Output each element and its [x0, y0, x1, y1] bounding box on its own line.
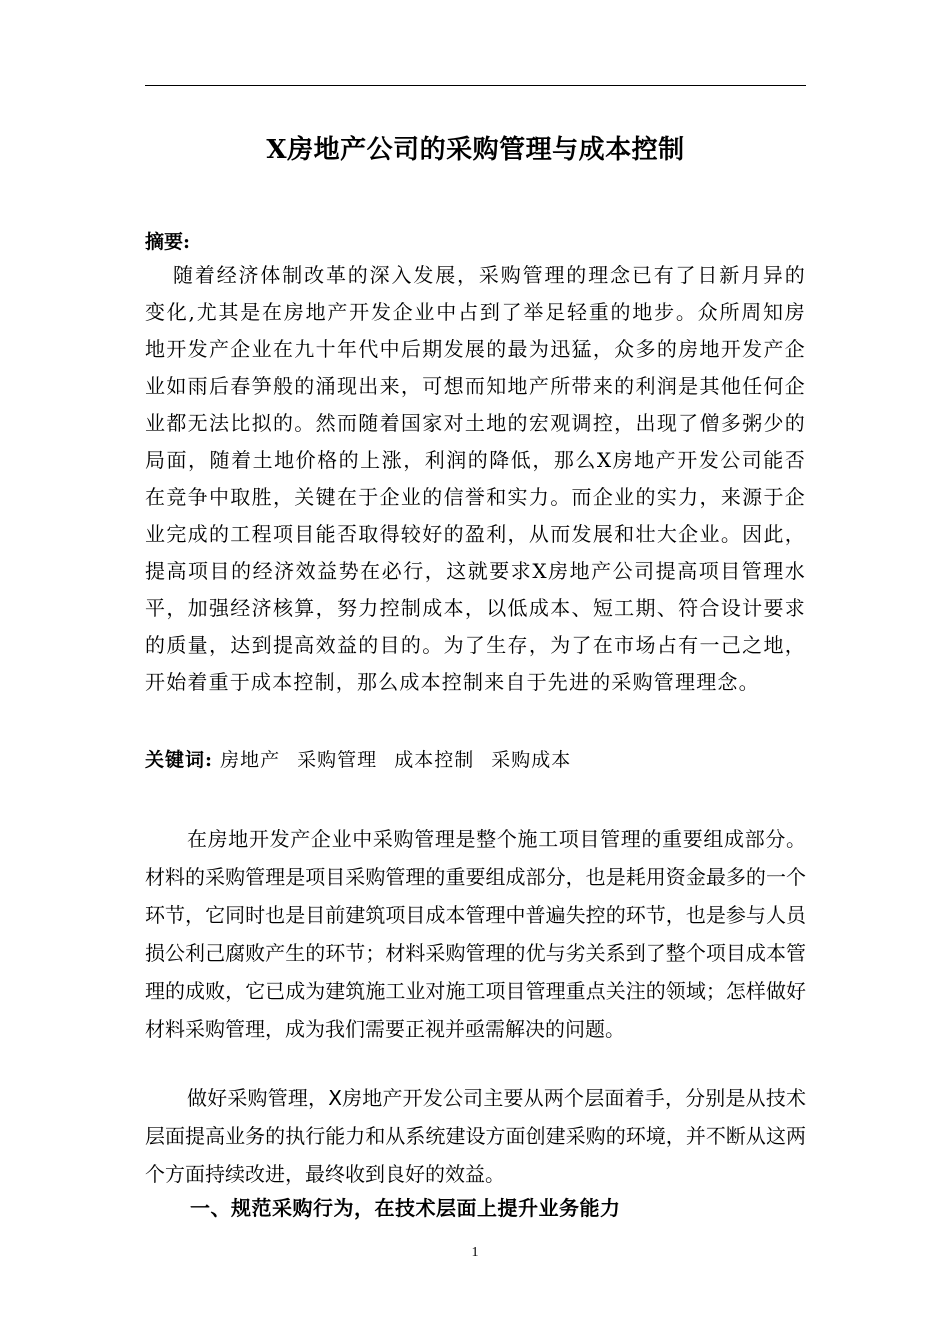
abstract-text: 随着经济体制改革的深入发展，采购管理的理念已有了日新月异的变化,尤其是在房地产开发企业中占到了举足轻重的地步。众所周知房地开发产企业在九十年代中后期发展的最为迅猛，众多的房地开发产企业如雨后春笋般的涌现出来，可想而知地产所带来的利润是其他任何企业都无法比拟的。然而随着国家对土地的宏观调控，出现了僧多粥少的局面，随着土地价格的上涨，利润的降低，那么X房地产开发公司能否在竞争中取胜，关键在于企业的信誉和实力。而企业的实力，来源于企业完成的工程项目能否取得较好的盈利，从而发展和壮大企业。因此，提高项目的经济效益势在必行，这就要求X房地产公司提高项目管理水平，加强经济核算，努力控制成本，以低成本、短工期、符合设计要求的质量，达到提高效益的目的。为了生存，为了在市场占有一己之地，开始着重于成本控制，那么成本控制来自于先进的采购管理理念。: [145, 263, 806, 694]
header-rule: [145, 85, 806, 86]
body-paragraph: 在房地开发产企业中采购管理是整个施工项目管理的重要组成部分。材料的采购管理是项目采购管理的重要组成部分，也是耗用资金最多的一个环节，它同时也是目前建筑项目成本管理中普遍失控的环节，也是参与人员损公利己腐败产生的环节；材料采购管理的优与劣关系到了整个项目成本管理的成败，它已成为建筑施工业对施工项目管理重点关注的领域；怎样做好材料采购管理，成为我们需要正视并亟需解决的问题。: [145, 827, 806, 1041]
keywords-label: 关键词:: [145, 749, 214, 771]
keyword-item: 成本控制: [394, 749, 475, 771]
page-number: 1: [471, 1245, 479, 1260]
keywords-line: [145, 744, 806, 776]
section-heading: 一、规范采购行为，在技术层面上提升业务能力: [190, 1196, 621, 1220]
keyword-item: 采购管理: [297, 749, 378, 771]
keyword-item: 采购成本: [491, 749, 572, 771]
document-title: X房地产公司的采购管理与成本控制: [266, 135, 685, 165]
abstract-label: 摘要:: [145, 231, 191, 253]
keyword-item: 房地产: [220, 749, 281, 771]
body-paragraph: 做好采购管理，X房地产开发公司主要从两个层面着手，分别是从技术层面提高业务的执行能力和从系统建设方面创建采购的环境，并不断从这两个方面持续改进，最终收到良好的效益。: [145, 1086, 806, 1186]
